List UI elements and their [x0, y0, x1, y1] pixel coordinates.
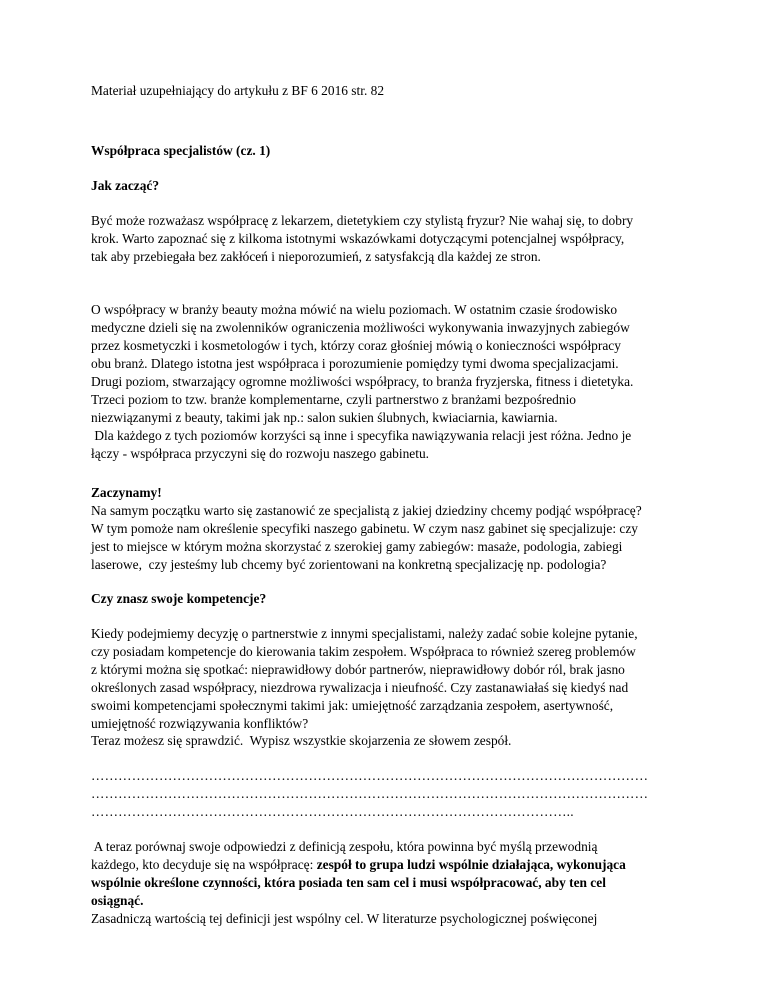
answer-line: ……………………………………………………………………………………………………………: [91, 786, 649, 801]
answer-line: ……………………………………………………………………………………………………………: [91, 768, 649, 783]
article-title: Współpraca specjalistów (cz. 1): [91, 143, 271, 158]
section-heading-kompetencje: Czy znasz swoje kompetencje?: [91, 591, 267, 606]
levels-paragraph: O współpracy w branży beauty można mówić na wielu poziomach. W ostatnim czasie środowisko medyczne dzieli się na zwolenników ograniczenia możliwości wykonywania inwazyjnych zabiegów przez kosmetyczki i kosmetologów i tych, którzy coraz głośniej mówią o konieczności współpracy obu branż. Dlatego istotna jest współpraca i porozumienie pomiędzy tymi dwoma specjalizacjami. Drugi poziom, stwarzający ogromne możliwości współpracy, to branża fryzjerska, fitness i dietetyka. Trzeci poziom to tzw. branże komplementarne, czyli partnerstwo z branżami bezpośrednio niezwiązanymi z beauty, takimi jak np.: salon sukien ślubnych, kwiaciarnia, kawiarnia. Dla każdego z tych poziomów korzyści są inne i specyfika nawiązywania relacji jest różna. Jedno je łączy - współpraca przyczyni się do rozwoju naszego gabinetu.: [91, 302, 634, 461]
section-heading-zaczynamy: Zaczynamy!: [91, 485, 162, 500]
competence-paragraph: Kiedy podejmiemy decyzję o partnerstwie z innymi specjalistami, należy zadać sobie kolejne pytanie, czy posiadam kompetencje do kierowania takim zespołem. Współpraca to również szereg problemów z którymi można się spotkać: nieprawidłowy dobór partnerów, nieprawidłowy dobór ról, brak jasno określonych zasad współpracy, niezdrowa rywalizacja i nieufność. Czy zastanawiałaś się kiedyś nad swoimi kompetencjami społecznymi takimi jak: umiejętność zarządzania zespołem, asertywność, umiejętność rozwiązywania konfliktów?: [91, 626, 638, 731]
team-definition-emphasis: zespół to grupa ludzi wspólnie działająca, wykonująca: [316, 857, 626, 872]
intro-paragraph: Być może rozważasz współpracę z lekarzem, dietetykiem czy stylistą fryzur? Nie wahaj się, to dobry krok. Warto zapoznać się z kilkoma istotnymi wskazówkami dotyczącymi potencjalnej współpracy, tak aby przebiegała bez zakłóceń i nieporozumień, z satysfakcją dla każdej ze stron.: [91, 213, 634, 264]
source-note: Materiał uzupełniający do artykułu z BF 6 2016 str. 82: [91, 83, 385, 98]
answer-lines: [91, 767, 681, 821]
start-paragraph: Zaczynamy! Na samym początku warto się zastanowić ze specjalistą z jakiej dziedziny chcemy podjąć współpracę? W tym pomoże nam określenie specyfiki naszego gabinetu. W czym nasz gabinet się specjalizuje: czy jest to miejsce w którym można skorzystać z szerokiej gamy zabiegów: masaże, podologia, zabiegi laserowe, czy jesteśmy lub chcemy być zorientowani na konkretną specjalizację np. podologia?: [91, 484, 681, 574]
answer-line: ……………………………………………………………………………………………..: [91, 804, 574, 819]
section-heading-jak-zaczac: Jak zacząć?: [91, 178, 160, 193]
exercise-instruction: Teraz możesz się sprawdzić. Wypisz wszystkie skojarzenia ze słowem zespół.: [91, 733, 512, 748]
definition-paragraph: A teraz porównaj swoje odpowiedzi z definicją zespołu, która powinna być myślą przewodnią każdego, kto decyduje się na współpracę: zespół to grupa ludzi wspólnie działająca, wykonująca wspólnie określone czynności, która posiada ten sam cel i musi współpracować, aby ten cel osiągnąć. Zasadniczą wartością tej definicji jest wspólny cel. W literaturze psychologicznej poświęconej: [91, 839, 626, 926]
